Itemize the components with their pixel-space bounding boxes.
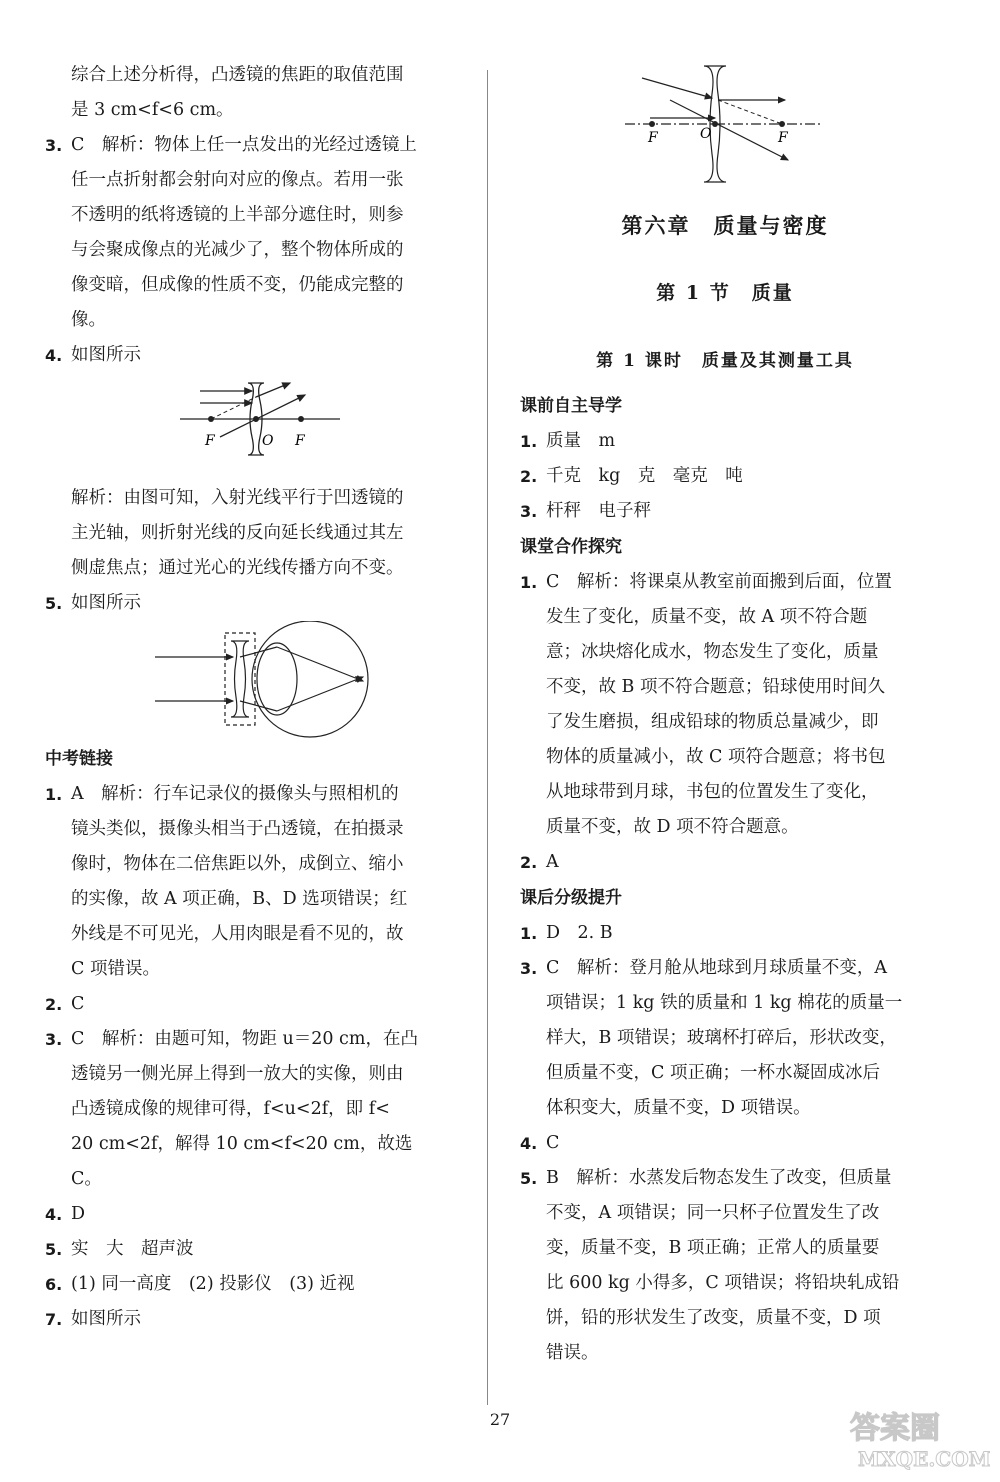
intro-text [45, 58, 455, 128]
text-line: 综合上述分析得，凸透镜的焦距的取值范围 [71, 65, 404, 85]
text-line: 体积变大，质量不变，D 项错误。 [546, 1098, 811, 1118]
item-number: 4. [520, 1134, 538, 1153]
text-line: 样大，B 项错误；玻璃杯打碎后，形状改变， [546, 1028, 897, 1048]
text-line: 不变，A 项错误；同一只杯子位置发生了改 [546, 1203, 880, 1223]
item-number: 2. [45, 995, 63, 1014]
text-line: 像。 [71, 310, 106, 330]
item-number: 3. [520, 959, 538, 978]
answer-item [520, 1161, 930, 1371]
eye-lens [257, 643, 297, 715]
concave-lens-svg [45, 373, 455, 481]
focus-label: F [295, 433, 305, 449]
item-number: 1. [520, 924, 538, 943]
answer-item [45, 987, 455, 1022]
answer-item [45, 128, 455, 338]
item-number: 1. [45, 785, 63, 804]
text-line: C [71, 994, 85, 1014]
optical-center-label: O [262, 433, 274, 449]
text-line: 透镜另一侧光屏上得到一放大的实像，则由 [71, 1064, 404, 1084]
answer-item [520, 459, 930, 494]
item-number: 1. [520, 573, 538, 592]
section-title: 第 1 节 质量 [656, 282, 794, 304]
text-line: 千克 kg 克 毫克 吨 [546, 466, 743, 486]
concave-lens-svg-7 [520, 60, 930, 190]
text-line: 不透明的纸将透镜的上半部分遮住时，则参 [71, 205, 404, 225]
text-line: 如图所示 [71, 593, 141, 613]
text-line: C [546, 1133, 560, 1153]
item-number: 2. [520, 467, 538, 486]
text-line: D [71, 1204, 86, 1224]
item-number: 2. [520, 853, 538, 872]
text-line: 不变，故 B 项不符合题意；铅球使用时间久 [546, 677, 885, 697]
text-line: C 解析：物体上任一点发出的光经过透镜上 [71, 135, 417, 155]
text-line: 从地球带到月球，书包的位置发生了变化， [546, 782, 879, 802]
text-line: 的实像，故 A 项正确，B、D 选项错误；红 [71, 889, 408, 909]
text-line: 凸透镜成像的规律可得，f<u<2f，即 f< [71, 1099, 390, 1119]
text-line: 像时，物体在二倍焦距以外，成倒立、缩小 [71, 854, 404, 874]
text-line: 杆秤 电子秤 [546, 501, 651, 521]
focus-label: F [778, 130, 788, 146]
text-line: 但质量不变，C 项正确；一杯水凝固成冰后 [546, 1063, 880, 1083]
text-line: 饼，铅的形状发生了改变，质量不变，D 项 [546, 1308, 881, 1328]
item-number: 3. [45, 136, 63, 155]
lesson-title: 第 1 课时 质量及其测量工具 [596, 351, 854, 371]
text-line: 如图所示 [71, 1309, 141, 1329]
text-line: D 2. B [546, 923, 613, 943]
text-line: A [546, 852, 559, 872]
answer-item [520, 494, 930, 529]
right-column [520, 60, 930, 1371]
text-line: (1) 同一高度 (2) 投影仪 (3) 近视 [71, 1274, 355, 1294]
left-column [45, 58, 455, 1337]
answer-item [520, 565, 930, 845]
chapter-title: 第六章 质量与密度 [621, 213, 829, 238]
text-line: C 解析：登月舱从地球到月球质量不变，A [546, 958, 888, 978]
answer-item [520, 1126, 930, 1161]
text-line: 与会聚成像点的光减少了，整个物体所成的 [71, 240, 404, 260]
eye-correction-svg [45, 621, 455, 741]
text-line: 实 大 超声波 [71, 1239, 194, 1259]
text-line: C 解析：将课桌从教室前面搬到后面，位置 [546, 572, 892, 592]
text-line: 项错误；1 kg 铁的质量和 1 kg 棉花的质量一 [546, 993, 903, 1013]
text-line: 发生了变化，质量不变，故 A 项不符合题 [546, 607, 868, 627]
lens-box [225, 633, 255, 725]
item-number: 7. [45, 1310, 63, 1329]
text-line: B 解析：水蒸发后物态发生了改变，但质量 [546, 1168, 892, 1188]
text-line: C。 [71, 1169, 102, 1189]
text-line: 意；冰块熔化成水，物态发生了变化，质量 [546, 642, 879, 662]
column-divider [487, 70, 488, 1405]
text-line: 是 3 cm<f<6 cm。 [71, 100, 234, 120]
text-line: 变，质量不变，B 项正确；正常人的质量要 [546, 1238, 880, 1258]
text-line: 任一点折射都会射向对应的像点。若用一张 [71, 170, 404, 190]
answer-item [520, 951, 930, 1126]
text-line: 镜头类似，摄像头相当于凸透镜，在拍摄录 [71, 819, 404, 839]
text-line: 如图所示 [71, 345, 141, 365]
text-line: 错误。 [546, 1343, 599, 1363]
answer-item [45, 777, 455, 987]
item-number: 6. [45, 1275, 63, 1294]
answer-item [45, 1302, 455, 1337]
text-line: C 项错误。 [71, 959, 160, 979]
section-heading: 课堂合作探究 [520, 537, 622, 557]
item-number: 3. [45, 1030, 63, 1049]
answer-item [45, 1022, 455, 1197]
concave-lens-diagram-7 [520, 60, 930, 190]
answer-item [520, 845, 930, 880]
optical-center-label: O [700, 126, 712, 142]
text-line: 20 cm<2f，解得 10 cm<f<20 cm，故选 [71, 1134, 413, 1154]
section-heading: 课前自主导学 [520, 396, 622, 416]
item-number: 5. [45, 1240, 63, 1259]
answer-item [520, 916, 930, 951]
item-number: 1. [520, 432, 538, 451]
eyeball [252, 621, 368, 737]
focus-label: F [648, 130, 658, 146]
concave-lens-diagram [45, 373, 455, 481]
answer-item [45, 1232, 455, 1267]
text-line: 主光轴，则折射光线的反向延长线通过其左 [71, 523, 404, 543]
answer-item [45, 586, 455, 621]
answer-item [520, 424, 930, 459]
text-line: 物体的质量减小，故 C 项符合题意；将书包 [546, 747, 886, 767]
focus-label: F [205, 433, 215, 449]
text-line: 质量不变，故 D 项不符合题意。 [546, 817, 799, 837]
text-line: C 解析：由题可知，物距 u＝20 cm，在凸 [71, 1029, 418, 1049]
answer-item [45, 338, 455, 373]
answer-item [45, 1267, 455, 1302]
text-line: 侧虚焦点；通过光心的光线传播方向不变。 [71, 558, 404, 578]
watermark-url: MXQE.COM [858, 1447, 990, 1471]
watermark-logo [840, 1394, 990, 1474]
text-line: 解析：由图可知，入射光线平行于凹透镜的 [71, 488, 404, 508]
section-heading: 中考链接 [45, 749, 113, 769]
item-number: 3. [520, 502, 538, 521]
watermark-text: 答案圈 [850, 1411, 940, 1446]
section-heading: 课后分级提升 [520, 888, 622, 908]
text-line: 了发生磨损，组成铅球的物质总量减少，即 [546, 712, 879, 732]
eye-correction-diagram [45, 621, 455, 741]
text-line: 比 600 kg 小得多，C 项错误；将铅块轧成铅 [546, 1273, 900, 1293]
item-number: 4. [45, 346, 63, 365]
concave-lens-shape [231, 641, 249, 717]
item-number: 5. [520, 1169, 538, 1188]
item-number: 5. [45, 594, 63, 613]
text-line: A 解析：行车记录仪的摄像头与照相机的 [71, 784, 399, 804]
text-line: 质量 m [546, 431, 616, 451]
text-line: 外线是不可见光，人用肉眼是看不见的，故 [71, 924, 404, 944]
analysis-4 [45, 481, 455, 586]
page-number: 27 [489, 1410, 511, 1429]
item-number: 4. [45, 1205, 63, 1224]
answer-item [45, 1197, 455, 1232]
text-line: 像变暗，但成像的性质不变，仍能成完整的 [71, 275, 404, 295]
